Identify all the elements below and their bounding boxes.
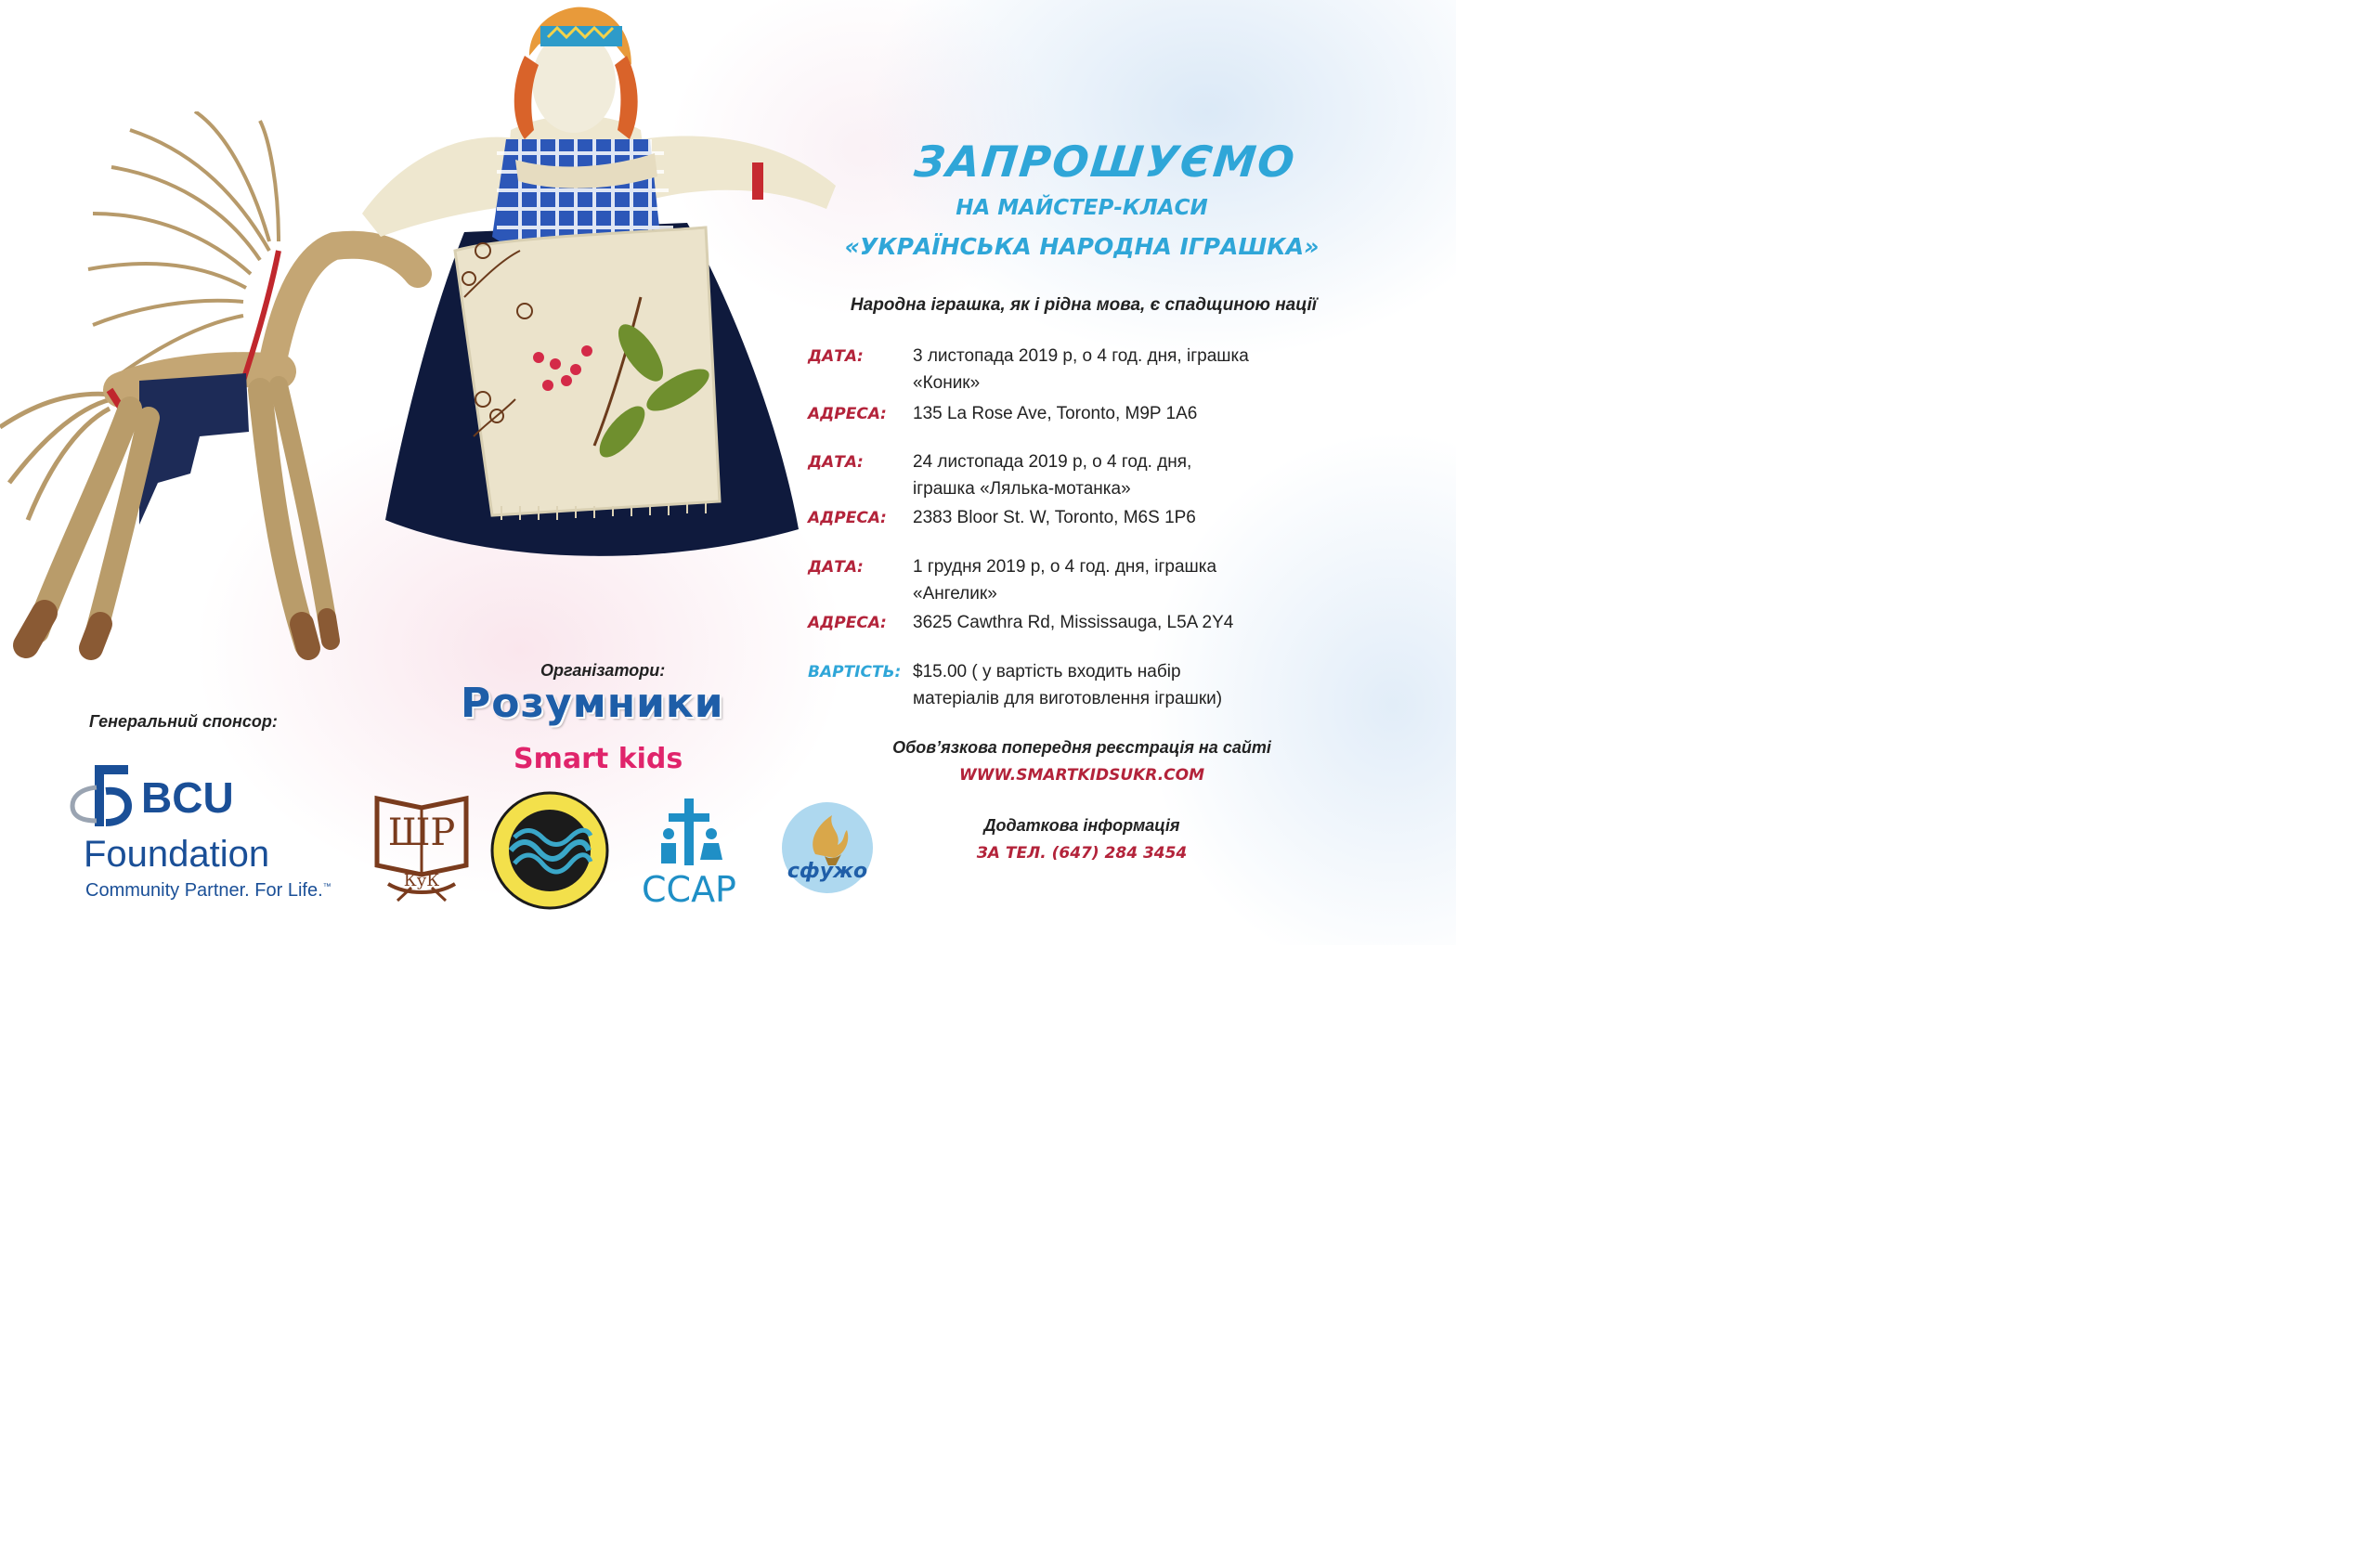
event-1-date-label: ДАТА:	[808, 347, 864, 366]
fourth-wave-logo	[490, 791, 609, 910]
event-2-date-line1: 24 листопада 2019 р, о 4 год. дня,	[913, 452, 1192, 472]
organizers-label: Організатори:	[540, 661, 666, 680]
price-line2: матеріалів для виготовлення іграшки)	[913, 689, 1223, 708]
event-2-date-line2: іграшка «Лялька-мотанка»	[913, 479, 1131, 499]
event-2-address: 2383 Bloor St. W, Toronto, M6S 1P6	[913, 508, 1196, 527]
kuk-letters: КуК	[403, 871, 440, 890]
headline-masterclass: НА МАЙСТЕР-КЛАСИ	[956, 196, 1208, 220]
bcu-slogan: Community Partner. For Life.™	[85, 880, 332, 901]
shr-kuk-logo	[370, 791, 474, 907]
event-1-address-label: АДРЕСА:	[808, 405, 887, 423]
ccap-text: CCAP	[642, 869, 736, 910]
event-3-date-label: ДАТА:	[808, 558, 864, 577]
rozumnyky-logo: Розумники	[461, 680, 724, 727]
ccap-logo	[635, 797, 743, 908]
event-1-date-line1: 3 листопада 2019 р, о 4 год. дня, іграшка	[913, 346, 1249, 366]
fourth-wave-emblem-icon	[490, 791, 609, 910]
price-label: ВАРТІСТЬ:	[808, 663, 902, 682]
headline-event-title: «УКРАЇНСЬКА НАРОДНА ІГРАШКА»	[844, 233, 1320, 260]
website-link[interactable]: WWW.SMARTKIDSUKR.COM	[958, 766, 1204, 785]
event-1-address: 135 La Rose Ave, Toronto, M9P 1A6	[913, 404, 1198, 423]
bcu-name: BCU	[141, 773, 234, 822]
motanka-doll-image	[334, 0, 854, 576]
ccap-cross-family-icon	[635, 797, 743, 871]
registration-note: Обов’язкова попередня реєстрація на сайті	[892, 738, 1271, 757]
smart-kids-logo: Smart kids	[514, 743, 683, 775]
bcu-emblem-icon	[69, 761, 134, 831]
event-2-date-label: ДАТА:	[808, 453, 864, 472]
price-line1: $15.00 ( у вартість входить набір	[913, 662, 1181, 682]
contact-phone: ЗА ТЕЛ. (647) 284 3454	[976, 844, 1188, 863]
sfuzho-text: сфужо	[787, 860, 868, 883]
event-3-address-label: АДРЕСА:	[808, 614, 887, 632]
contact-label: Додаткова інформація	[983, 816, 1180, 835]
event-1-date-line2: «Коник»	[913, 373, 981, 393]
sfuzho-logo	[780, 800, 875, 895]
fourth-wave-text	[490, 899, 609, 900]
general-sponsor-label: Генеральний спонсор:	[89, 712, 278, 731]
shr-letters: ШР	[387, 811, 456, 854]
bcu-foundation-text: Foundation	[84, 834, 270, 875]
event-3-date-line1: 1 грудня 2019 р, о 4 год. дня, іграшка	[913, 557, 1217, 577]
tagline: Народна іграшка, як і рідна мова, є спадщиною нації	[850, 295, 1318, 315]
event-3-date-line2: «Ангелик»	[913, 584, 997, 604]
event-2-address-label: АДРЕСА:	[808, 509, 887, 527]
headline-invite: ЗАПРОШУЄМО	[912, 136, 1299, 187]
event-3-address: 3625 Cawthra Rd, Mississauga, L5A 2Y4	[913, 613, 1234, 632]
bcu-foundation-logo	[69, 761, 347, 910]
